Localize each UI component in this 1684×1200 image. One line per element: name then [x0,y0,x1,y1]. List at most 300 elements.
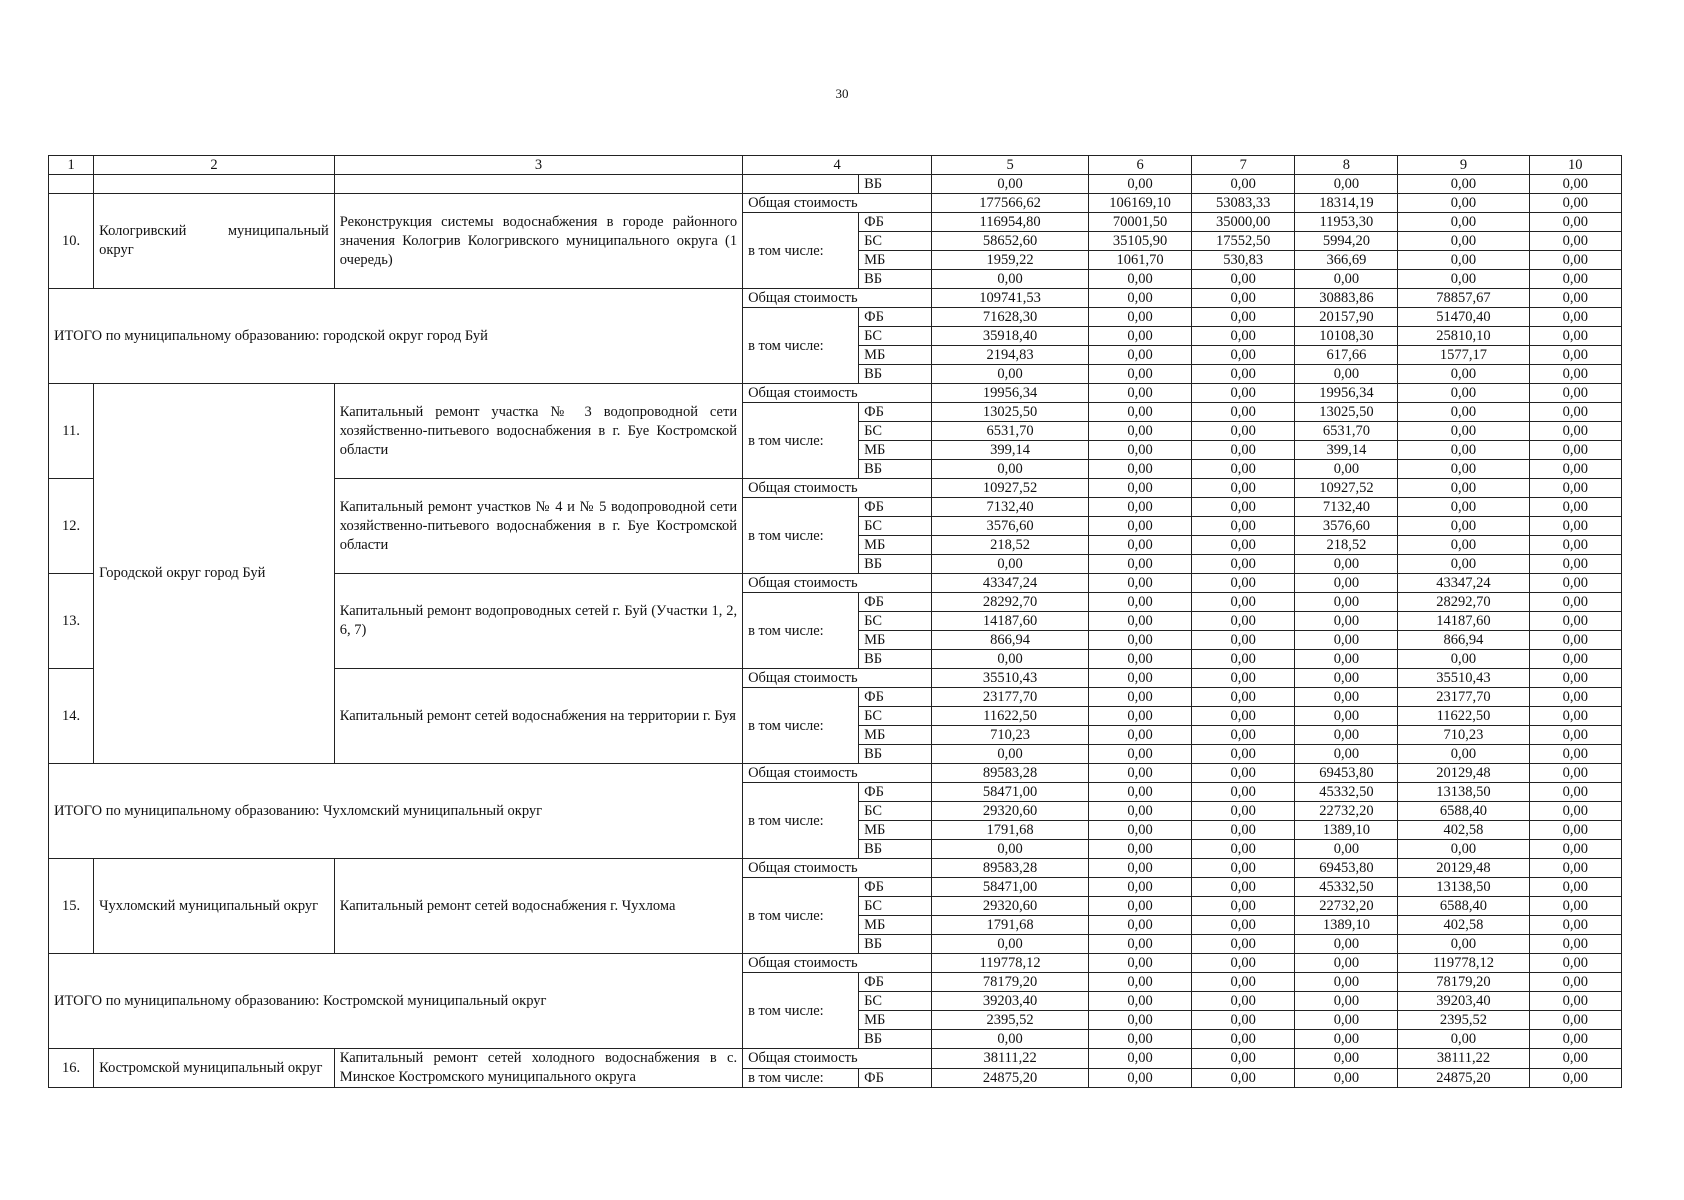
funding-source-code: МБ [859,536,932,555]
value-cell: 51470,40 [1398,308,1529,327]
value-cell: 0,00 [1192,859,1295,878]
value-cell: 0,00 [1529,897,1621,916]
value-cell: 0,00 [1398,232,1529,251]
column-header: 6 [1089,156,1192,175]
value-cell: 3576,60 [932,517,1089,536]
value-cell: 35918,40 [932,327,1089,346]
value-cell: 0,00 [1192,840,1295,859]
value-cell: 617,66 [1295,346,1398,365]
value-cell: 0,00 [1089,669,1192,688]
value-cell: 13138,50 [1398,878,1529,897]
value-cell: 0,00 [1089,270,1192,289]
value-cell: 218,52 [932,536,1089,555]
value-cell: 0,00 [1089,688,1192,707]
value-cell: 1389,10 [1295,821,1398,840]
including-label: в том числе: [743,783,859,859]
value-cell: 38111,22 [1398,1049,1529,1069]
value-cell: 0,00 [1089,916,1192,935]
value-cell: 13138,50 [1398,783,1529,802]
value-cell: 0,00 [1529,517,1621,536]
value-cell: 0,00 [1089,327,1192,346]
value-cell: 0,00 [1529,954,1621,973]
value-cell: 0,00 [1529,574,1621,593]
value-cell: 0,00 [1192,308,1295,327]
municipality-name: Костромской муниципальный округ [94,1049,335,1088]
value-cell: 6531,70 [1295,422,1398,441]
value-cell: 0,00 [932,650,1089,669]
value-cell: 710,23 [1398,726,1529,745]
value-cell: 0,00 [1295,631,1398,650]
including-label: в том числе: [743,213,859,289]
value-cell: 0,00 [1398,517,1529,536]
value-cell: 0,00 [1398,460,1529,479]
column-header: 2 [94,156,335,175]
value-cell: 399,14 [932,441,1089,460]
value-cell: 7132,40 [1295,498,1398,517]
value-cell: 35510,43 [1398,669,1529,688]
project-description: Капитальный ремонт сетей водоснабжения на территории г. Буя [334,669,742,764]
project-description: Реконструкция системы водоснабжения в городе районного значения Кологрив Кологривского муниципального округа (1 очередь) [334,194,742,289]
total-cost-label: Общая стоимость [743,384,932,403]
value-cell: 0,00 [1529,878,1621,897]
value-cell: 35510,43 [932,669,1089,688]
value-cell: 0,00 [1192,517,1295,536]
value-cell: 0,00 [1192,1049,1295,1069]
value-cell: 0,00 [1529,289,1621,308]
value-cell: 0,00 [1295,726,1398,745]
value-cell: 0,00 [1089,802,1192,821]
value-cell: 0,00 [932,555,1089,574]
value-cell: 0,00 [1398,441,1529,460]
funding-source-code: БС [859,992,932,1011]
funding-source-code: ВБ [859,175,932,194]
value-cell: 0,00 [1529,593,1621,612]
table-row [49,384,1622,403]
value-cell: 0,00 [1295,707,1398,726]
empty-cell [743,175,859,194]
value-cell: 5994,20 [1295,232,1398,251]
value-cell: 0,00 [1529,175,1621,194]
value-cell: 530,83 [1192,251,1295,270]
column-header: 5 [932,156,1089,175]
value-cell: 0,00 [1295,954,1398,973]
value-cell: 0,00 [1089,840,1192,859]
value-cell: 0,00 [1089,726,1192,745]
value-cell: 0,00 [1295,840,1398,859]
value-cell: 1959,22 [932,251,1089,270]
value-cell: 0,00 [1089,289,1192,308]
value-cell: 28292,70 [1398,593,1529,612]
value-cell: 0,00 [932,745,1089,764]
value-cell: 78857,67 [1398,289,1529,308]
value-cell: 0,00 [1398,650,1529,669]
value-cell: 0,00 [1295,365,1398,384]
value-cell: 6588,40 [1398,897,1529,916]
funding-source-code: ВБ [859,745,932,764]
value-cell: 14187,60 [1398,612,1529,631]
value-cell: 0,00 [1295,935,1398,954]
value-cell: 0,00 [1529,1030,1621,1049]
value-cell: 20129,48 [1398,859,1529,878]
value-cell: 0,00 [1192,726,1295,745]
value-cell: 45332,50 [1295,878,1398,897]
column-header: 9 [1398,156,1529,175]
value-cell: 866,94 [1398,631,1529,650]
value-cell: 0,00 [1398,745,1529,764]
funding-source-code: МБ [859,1011,932,1030]
value-cell: 0,00 [1398,555,1529,574]
value-cell: 2395,52 [1398,1011,1529,1030]
value-cell: 0,00 [1529,821,1621,840]
value-cell: 0,00 [1192,384,1295,403]
value-cell: 0,00 [1192,175,1295,194]
funding-source-code: ФБ [859,498,932,517]
value-cell: 0,00 [1295,593,1398,612]
value-cell: 0,00 [1529,688,1621,707]
value-cell: 0,00 [1089,498,1192,517]
value-cell: 13025,50 [1295,403,1398,422]
value-cell: 0,00 [1529,726,1621,745]
value-cell: 0,00 [1529,1011,1621,1030]
value-cell: 11622,50 [932,707,1089,726]
row-number: 13. [49,574,94,669]
value-cell: 38111,22 [932,1049,1089,1069]
value-cell: 39203,40 [1398,992,1529,1011]
value-cell: 0,00 [1089,308,1192,327]
funding-source-code: БС [859,612,932,631]
value-cell: 0,00 [1089,1068,1192,1088]
value-cell: 0,00 [1529,783,1621,802]
value-cell: 0,00 [1089,175,1192,194]
value-cell: 0,00 [1295,555,1398,574]
funding-source-code: ВБ [859,460,932,479]
value-cell: 22732,20 [1295,897,1398,916]
value-cell: 0,00 [1295,1068,1398,1088]
value-cell: 71628,30 [932,308,1089,327]
value-cell: 0,00 [1529,403,1621,422]
value-cell: 0,00 [1295,1030,1398,1049]
municipality-name: Городской округ город Буй [94,384,335,764]
value-cell: 0,00 [1192,460,1295,479]
value-cell: 0,00 [1089,384,1192,403]
value-cell: 24875,20 [932,1068,1089,1088]
value-cell: 18314,19 [1295,194,1398,213]
value-cell: 109741,53 [932,289,1089,308]
value-cell: 0,00 [1398,384,1529,403]
funding-source-code: ФБ [859,688,932,707]
including-label: в том числе: [743,973,859,1049]
value-cell: 0,00 [1089,365,1192,384]
funding-source-code: ФБ [859,878,932,897]
value-cell: 35000,00 [1192,213,1295,232]
value-cell: 0,00 [1398,270,1529,289]
value-cell: 0,00 [1192,403,1295,422]
value-cell: 0,00 [1529,498,1621,517]
value-cell: 0,00 [1529,213,1621,232]
table-row [49,175,1622,194]
funding-source-code: ФБ [859,593,932,612]
value-cell: 10927,52 [932,479,1089,498]
value-cell: 0,00 [1089,859,1192,878]
value-cell: 0,00 [932,365,1089,384]
value-cell: 78179,20 [1398,973,1529,992]
municipality-name: Кологривский муниципальный округ [94,194,335,289]
value-cell: 0,00 [1529,859,1621,878]
value-cell: 58471,00 [932,878,1089,897]
value-cell: 0,00 [1295,175,1398,194]
value-cell: 0,00 [1529,840,1621,859]
value-cell: 78179,20 [932,973,1089,992]
value-cell: 2194,83 [932,346,1089,365]
value-cell: 0,00 [1192,365,1295,384]
value-cell: 0,00 [1529,916,1621,935]
value-cell: 116954,80 [932,213,1089,232]
value-cell: 43347,24 [932,574,1089,593]
value-cell: 0,00 [1192,935,1295,954]
value-cell: 0,00 [1192,821,1295,840]
value-cell: 0,00 [1192,650,1295,669]
row-number: 14. [49,669,94,764]
value-cell: 0,00 [1089,764,1192,783]
value-cell: 0,00 [1529,555,1621,574]
value-cell: 10108,30 [1295,327,1398,346]
column-header: 10 [1529,156,1621,175]
funding-source-code: ФБ [859,308,932,327]
value-cell: 0,00 [1089,517,1192,536]
value-cell: 0,00 [1295,612,1398,631]
page-number: 30 [835,86,849,101]
value-cell: 0,00 [1398,840,1529,859]
row-number: 15. [49,859,94,954]
value-cell: 0,00 [1192,1068,1295,1088]
value-cell: 30883,86 [1295,289,1398,308]
value-cell: 0,00 [1192,745,1295,764]
value-cell: 58471,00 [932,783,1089,802]
value-cell: 0,00 [1192,1011,1295,1030]
total-cost-label: Общая стоимость [743,1049,932,1069]
value-cell: 0,00 [1529,935,1621,954]
value-cell: 0,00 [1192,346,1295,365]
value-cell: 0,00 [1529,441,1621,460]
value-cell: 0,00 [1398,213,1529,232]
value-cell: 0,00 [1089,1011,1192,1030]
value-cell: 0,00 [1192,555,1295,574]
value-cell: 0,00 [1192,954,1295,973]
value-cell: 0,00 [1398,935,1529,954]
value-cell: 1389,10 [1295,916,1398,935]
value-cell: 14187,60 [932,612,1089,631]
value-cell: 0,00 [1089,555,1192,574]
value-cell: 1061,70 [1089,251,1192,270]
funding-source-code: ВБ [859,365,932,384]
table-row [49,1049,1622,1069]
funding-source-code: БС [859,707,932,726]
empty-cell [94,175,335,194]
value-cell: 0,00 [1192,574,1295,593]
value-cell: 0,00 [1295,1011,1398,1030]
funding-source-code: МБ [859,251,932,270]
value-cell: 0,00 [1529,232,1621,251]
funding-source-code: ФБ [859,783,932,802]
value-cell: 0,00 [1089,593,1192,612]
value-cell: 7132,40 [932,498,1089,517]
funding-source-code: БС [859,422,932,441]
value-cell: 0,00 [1529,745,1621,764]
value-cell: 0,00 [1398,365,1529,384]
table-row [49,194,1622,213]
empty-cell [49,175,94,194]
value-cell: 89583,28 [932,859,1089,878]
funding-source-code: БС [859,897,932,916]
value-cell: 2395,52 [932,1011,1089,1030]
value-cell: 11622,50 [1398,707,1529,726]
value-cell: 0,00 [1529,479,1621,498]
value-cell: 0,00 [1192,783,1295,802]
value-cell: 402,58 [1398,916,1529,935]
value-cell: 28292,70 [932,593,1089,612]
funding-source-code: МБ [859,631,932,650]
project-description: Капитальный ремонт сетей холодного водоснабжения в с. Минское Костромского муниципального округа [334,1049,742,1088]
total-cost-label: Общая стоимость [743,764,932,783]
value-cell: 0,00 [1295,992,1398,1011]
value-cell: 69453,80 [1295,859,1398,878]
total-row [49,764,1622,783]
total-cost-label: Общая стоимость [743,194,932,213]
value-cell: 0,00 [1089,1030,1192,1049]
total-cost-label: Общая стоимость [743,954,932,973]
value-cell: 13025,50 [932,403,1089,422]
value-cell: 19956,34 [1295,384,1398,403]
value-cell: 0,00 [1089,707,1192,726]
value-cell: 0,00 [1529,422,1621,441]
value-cell: 25810,10 [1398,327,1529,346]
funding-source-code: МБ [859,726,932,745]
value-cell: 1577,17 [1398,346,1529,365]
value-cell: 119778,12 [932,954,1089,973]
project-description: Капитальный ремонт водопроводных сетей г. Буй (Участки 1, 2, 6, 7) [334,574,742,669]
value-cell: 0,00 [1089,403,1192,422]
value-cell: 106169,10 [1089,194,1192,213]
value-cell: 0,00 [1529,460,1621,479]
value-cell: 0,00 [1089,878,1192,897]
value-cell: 0,00 [1192,992,1295,1011]
total-cost-label: Общая стоимость [743,574,932,593]
column-header: 4 [743,156,932,175]
value-cell: 20157,90 [1295,308,1398,327]
value-cell: 0,00 [1192,669,1295,688]
funding-source-code: ВБ [859,555,932,574]
column-header: 3 [334,156,742,175]
value-cell: 11953,30 [1295,213,1398,232]
column-header: 8 [1295,156,1398,175]
value-cell: 0,00 [1089,954,1192,973]
project-description: Капитальный ремонт сетей водоснабжения г. Чухлома [334,859,742,954]
value-cell: 0,00 [1295,1049,1398,1069]
value-cell: 10927,52 [1295,479,1398,498]
row-number: 10. [49,194,94,289]
including-label: в том числе: [743,403,859,479]
value-cell: 0,00 [1192,1030,1295,1049]
funding-source-code: МБ [859,821,932,840]
financing-table [48,155,1622,1088]
including-label: в том числе: [743,498,859,574]
value-cell: 0,00 [1529,1068,1621,1088]
value-cell: 0,00 [1529,1049,1621,1069]
value-cell: 39203,40 [932,992,1089,1011]
value-cell: 0,00 [1089,1049,1192,1069]
value-cell: 0,00 [1192,536,1295,555]
value-cell: 0,00 [1089,346,1192,365]
value-cell: 43347,24 [1398,574,1529,593]
value-cell: 0,00 [1192,688,1295,707]
value-cell: 0,00 [932,460,1089,479]
total-cost-label: Общая стоимость [743,289,932,308]
value-cell: 22732,20 [1295,802,1398,821]
value-cell: 70001,50 [1089,213,1192,232]
value-cell: 0,00 [1295,688,1398,707]
value-cell: 0,00 [1192,916,1295,935]
value-cell: 1791,68 [932,821,1089,840]
value-cell: 0,00 [1529,973,1621,992]
value-cell: 53083,33 [1192,194,1295,213]
project-description: Капитальный ремонт участков № 4 и № 5 водопроводной сети хозяйственно-питьевого водоснабжения в г. Буе Костромской области [334,479,742,574]
value-cell: 89583,28 [932,764,1089,783]
funding-source-code: МБ [859,916,932,935]
value-cell: 0,00 [932,1030,1089,1049]
value-cell: 0,00 [1192,593,1295,612]
funding-source-code: БС [859,802,932,821]
funding-source-code: БС [859,327,932,346]
value-cell: 0,00 [1529,536,1621,555]
value-cell: 35105,90 [1089,232,1192,251]
value-cell: 58652,60 [932,232,1089,251]
value-cell: 0,00 [1529,764,1621,783]
value-cell: 0,00 [1192,612,1295,631]
total-row [49,954,1622,973]
value-cell: 19956,34 [932,384,1089,403]
value-cell: 866,94 [932,631,1089,650]
value-cell: 177566,62 [932,194,1089,213]
value-cell: 0,00 [1398,1030,1529,1049]
value-cell: 0,00 [1089,992,1192,1011]
value-cell: 402,58 [1398,821,1529,840]
value-cell: 0,00 [1529,650,1621,669]
header-row [49,156,1622,175]
funding-source-code: ФБ [859,973,932,992]
total-row [49,289,1622,308]
value-cell: 0,00 [1089,745,1192,764]
value-cell: 0,00 [1398,194,1529,213]
value-cell: 20129,48 [1398,764,1529,783]
funding-source-code: ВБ [859,840,932,859]
value-cell: 0,00 [1529,631,1621,650]
funding-source-code: ФБ [859,213,932,232]
value-cell: 0,00 [932,175,1089,194]
value-cell: 0,00 [1398,479,1529,498]
value-cell: 0,00 [1295,460,1398,479]
value-cell: 0,00 [1192,441,1295,460]
value-cell: 0,00 [1089,821,1192,840]
value-cell: 0,00 [1192,327,1295,346]
municipality-name: Чухломский муниципальный округ [94,859,335,954]
value-cell: 399,14 [1295,441,1398,460]
funding-source-code: ВБ [859,270,932,289]
value-cell: 0,00 [1192,802,1295,821]
value-cell: 0,00 [1089,422,1192,441]
column-header: 1 [49,156,94,175]
value-cell: 0,00 [1529,327,1621,346]
value-cell: 0,00 [1529,802,1621,821]
